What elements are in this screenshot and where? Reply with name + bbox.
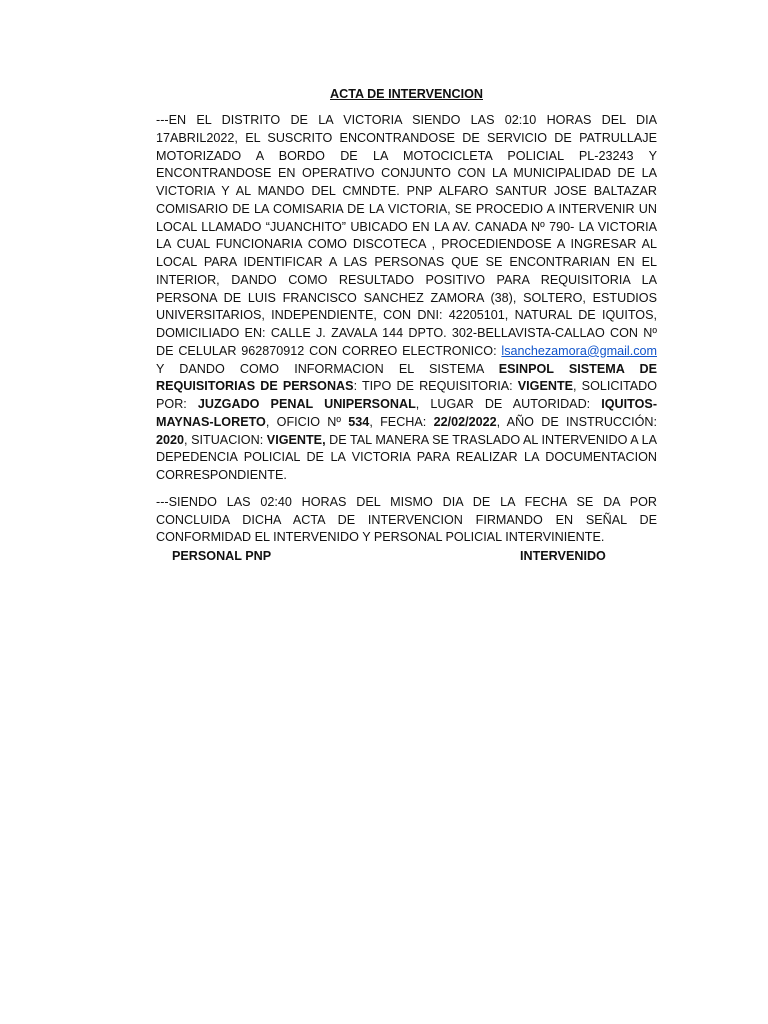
text-segment: , FECHA:	[369, 414, 434, 429]
conclusion-paragraph: ---SIENDO LAS 02:40 HORAS DEL MISMO DIA DE LA FECHA SE DA POR CONCLUIDA DICHA ACTA DE INTERVENCION FIRMANDO EN SEÑAL DE CONFORMIDAD EL INTERVENIDO Y PERSONAL POLICIAL INTERVINIENTE.	[156, 494, 657, 545]
requisition-type: VIGENTE	[517, 379, 574, 394]
text-segment: , LUGAR DE AUTORIDAD:	[415, 397, 602, 411]
text-segment: DE TAL MANERA SE TRASLADO AL INTERVENIDO A LA DEPEDENCIA POLICIAL DE LA VICTORIA PARA REALIZAR LA DOCUMENTACION CORRESPONDIENTE.	[156, 432, 657, 482]
signature-intervenido: INTERVENIDO	[520, 549, 606, 563]
oficio-date: 22/02/2022	[433, 414, 497, 429]
text-segment: : TIPO DE REQUISITORIA:	[353, 379, 518, 394]
oficio-number: 534	[348, 414, 370, 429]
intervention-paragraph	[156, 112, 657, 485]
signature-personal-pnp: PERSONAL PNP	[172, 549, 272, 563]
text-segment: , SITUACION:	[184, 432, 267, 447]
text-segment: ---EN EL DISTRITO DE LA VICTORIA SIENDO LAS 02:10 HORAS DEL DIA 17ABRIL2022, EL SUSCRITO ENCONTRANDOSE DE SERVICIO DE PATRULLAJE MOTORIZADO A BORDO DE LA MOTOCICLETA POLICIAL PL-23243 Y ENCONTRANDOSE EN OPERATIVO CONJUNTO CON LA MUNICIPALIDAD DE LA VICTORIA Y AL MANDO DEL CMNDTE. PNP ALFARO SANTUR JOSE BALTAZAR COMISARIO DE LA COMISARIA DE LA VICTORIA, SE PROCEDIO A INTERVENIR UN LOCAL LLAMADO “JUANCHITO” UBICADO EN LA AV. CANADA Nº 790- LA VICTORIA LA CUAL FUNCIONARIA COMO DISCOTECA , PROCEDIENDOSE A INGRESAR AL LOCAL PARA IDENTIFICAR A LAS PERSONAS QUE SE ENCONTRARIAN EN EL INTERIOR, DANDO COMO RESULTADO POSITIVO PARA REQUISITORIA LA PERSONA DE LUIS FRANCISCO SANCHEZ ZAMORA (38), SOLTERO, ESTUDIOS UNIVERSITARIOS, INDEPENDIENTE, CON DNI: 42205101, NATURAL DE IQUITOS, DOMICILIADO EN: CALLE J. ZAVALA 144 DPTO. 302-BELLAVISTA-CALLAO CON Nº DE CELULAR 962870912 CON CORREO ELECTRONICO:	[156, 113, 657, 358]
system-name: ESINPOL SISTEMA DE REQUISITORIAS DE PERSONAS	[156, 361, 658, 394]
text-segment: , OFICIO Nº	[265, 414, 349, 429]
situation-status: VIGENTE,	[266, 432, 326, 447]
text-segment: Y DANDO COMO INFORMACION EL SISTEMA	[156, 361, 499, 376]
text-segment: , SOLICITADO POR:	[156, 379, 658, 411]
text-segment: , AÑO DE INSTRUCCIÓN:	[496, 414, 657, 429]
instruction-year: 2020	[156, 432, 185, 447]
authority-location: IQUITOS-MAYNAS-LORETO	[156, 397, 658, 429]
document-body	[156, 86, 657, 556]
email-link[interactable]: lsanchezamora@gmail.com	[501, 343, 657, 358]
requested-by: JUZGADO PENAL UNIPERSONAL	[197, 397, 416, 411]
document-title: ACTA DE INTERVENCION	[330, 87, 483, 101]
